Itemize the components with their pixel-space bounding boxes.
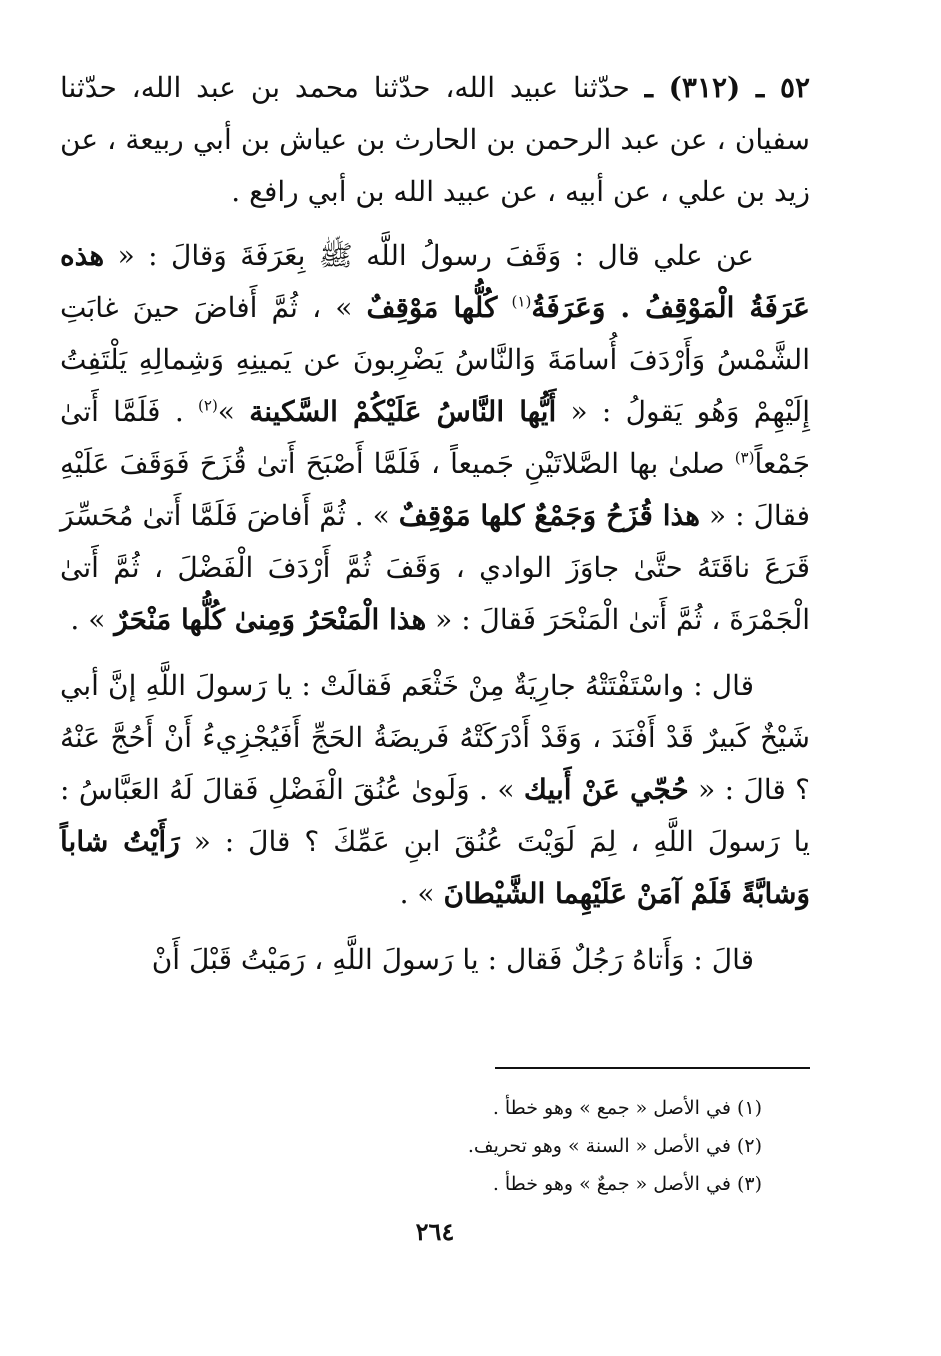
narration-text: » . (399, 877, 435, 910)
footnote-ref: (١) (511, 292, 532, 311)
footnote-1: (١) في الأصل « جمع » وهو خطأ . (492, 1097, 762, 1119)
hadith-paragraph-1 (60, 230, 810, 646)
narration-text: . فَلَمَّا أَتىٰ جَمْعاً (60, 395, 811, 480)
narration-text: » . ثُمَّ أَفاضَ فَلَمَّا أَتىٰ مُحَسِّرَ قَرَعَ ناقَتَهُ حتَّىٰ جاوَزَ الوادي ، وَقَفَ ثُمَّ أَرْدَفَ الْفَضْلَ ، ثُمَّ أَتىٰ الْجَمْرَةَ ، ثُمَّ أَتىٰ الْمَنْحَرَ فَقالَ : « (60, 499, 810, 636)
narration-text: » (217, 395, 235, 428)
footnote-3: (٣) في الأصل « جمعٌ » وهو خطأ . (492, 1173, 762, 1195)
prophetic-quote: هذا قُزَحُ وَجَمْعٌ كلها مَوْقِفٌ (398, 499, 701, 532)
footnote-2: (٢) في الأصل « السنة » وهو تحريف. (467, 1135, 762, 1157)
narration-text: عن علي قال : وَقَفَ رسولُ اللَّه ﷺ بِعَرَفَةَ وَقالَ : « (117, 239, 754, 272)
footnote-ref: (٣) (734, 448, 755, 467)
hadith-number: ٥٢ ـ (٣١٢) ـ (644, 71, 811, 104)
footnote-divider (495, 1067, 810, 1069)
narration-text: قالَ : وَأَتاهُ رَجُلٌ فَقال : يا رَسولَ اللَّهِ ، رَمَيْتُ قَبْلَ أَنْ (151, 943, 754, 976)
narration-text: » . (70, 603, 106, 636)
narration-text: صلىٰ بها الصَّلاتَيْنِ جَميعاً ، فَلَمَّا أَصْبَحَ أَتىٰ قُزَحَ فَوَقَفَ عَلَيْهِ فقالَ : « (60, 447, 810, 532)
book-page (60, 62, 810, 1292)
footnote-ref: (٢) (198, 396, 218, 415)
narration-text: » ، ثُمَّ أَفاضَ حينَ غابَتِ الشَّمْسُ وَأَرْدَفَ أُسامَةَ وَالنَّاسُ يَضْرِبونَ عن يَمينِهِ وَشِمالِهِ يَلْتَفِتُ إِلَيْهِمْ وَهُو يَقولُ : « (60, 291, 811, 428)
narration-text: » . وَلَوىٰ عُنُقَ الْفَضْلِ فَقالَ لَهُ العَبَّاسُ : يا رَسولَ اللَّهِ ، لِمَ لَوَيْتَ عُنُقَ ابنِ عَمِّكَ ؟ قالَ : « (60, 773, 810, 858)
prophetic-quote: حُجّي عَنْ أَبيك (523, 773, 689, 806)
hadith-paragraph-2 (60, 660, 810, 920)
narration-text: قال : واسْتَفْتَتْهُ جارِيَةٌ مِنْ خَثْعَم فَقالَتْ : يا رَسولَ اللَّهِ إنَّ أبي شَيْخٌ كَبيرٌ قَدْ أَفْنَدَ ، وَقَدْ أَدْرَكَتْهُ فَريضَةُ الحَجِّ أَفَيُجْزِيءُ أَنْ أَحُجَّ عَنْهُ ؟ قالَ : « (60, 669, 811, 806)
page-number: ٢٦٤ (415, 1217, 455, 1246)
footnotes (312, 1089, 762, 1203)
hadith-paragraph-3 (60, 934, 810, 986)
prophetic-quote: هذه عَرَفَةُ الْمَوْقِفُ . وَعَرَفَةُ (60, 239, 810, 324)
isnad-text: حدّثنا عبيد الله، حدّثنا محمد بن عبد الله، حدّثنا سفيان ، عن عبد الرحمن بن الحارث بن عياش بن أبي ربيعة ، عن زيد بن علي ، عن أبيه ، عن عبيد الله بن أبي رافع . (60, 71, 811, 208)
prophetic-quote: هذا الْمَنْحَرُ وَمِنىٰ كُلُّها مَنْحَرٌ (114, 603, 427, 636)
prophetic-quote: رَأَيْتُ شاباً وَشابَّةً فَلَمْ آمَنْ عَلَيْهِما الشَّيْطانَ (60, 825, 810, 910)
isnad-paragraph (60, 62, 810, 218)
prophetic-quote: أَيُّها النَّاسُ عَلَيْكُمْ السَّكينة (249, 395, 557, 428)
prophetic-quote: كُلُّها مَوْقِفٌ (366, 291, 498, 324)
